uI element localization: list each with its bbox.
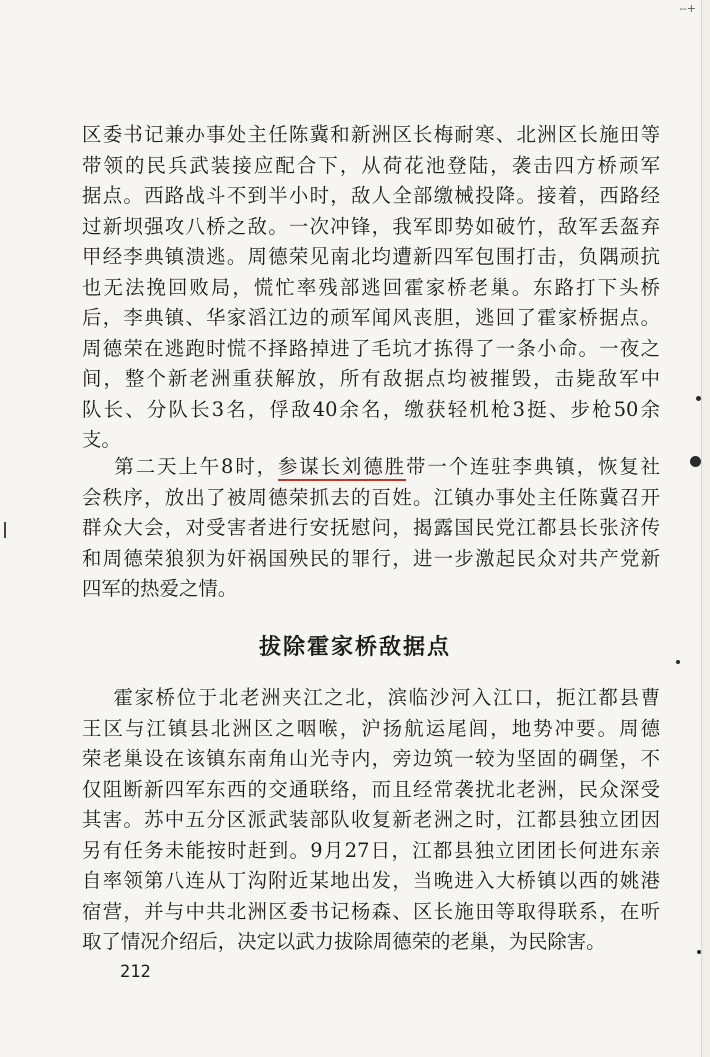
paragraph-2-line: 群众大会，对受害者进行安抚慰问，揭露国民党江都县长张济传 bbox=[82, 516, 660, 539]
underlined-name: 参谋长刘德胜 bbox=[278, 455, 406, 481]
paragraph-2 bbox=[82, 452, 660, 605]
paragraph-2-text: 第二天上午8时， bbox=[82, 455, 278, 478]
scan-speck bbox=[4, 522, 6, 538]
paragraph-1-line: 据点。西路战斗不到半小时，敌人全部缴械投降。接着，西路经 bbox=[82, 184, 660, 207]
paragraph-1-line: 也无法挽回败局，慌忙率残部逃回霍家桥老巢。东路打下头桥 bbox=[82, 275, 660, 299]
paragraph-3-line: 霍家桥位于北老洲夹江之北，滨临沙河入江口，扼江都县曹 bbox=[82, 686, 660, 709]
paragraph-1-line: 甲经李典镇溃逃。周德荣见南北均遭新四军包围打击，负隅顽抗 bbox=[82, 245, 660, 268]
paragraph-1-line: 支。 bbox=[82, 428, 121, 451]
paragraph-3-line: 宿营，并与中共北洲区委书记杨森、区长施田等取得联系，在听 bbox=[82, 899, 660, 923]
paragraph-2-line-first bbox=[82, 452, 660, 483]
paragraph-2-line: 会秩序，放出了被周德荣抓去的百姓。江镇办事处主任陈冀召开 bbox=[82, 485, 660, 509]
scan-edge bbox=[701, 0, 710, 1057]
page-number: 212 bbox=[120, 962, 151, 982]
paragraph-3-line: 取了情况介绍后，决定以武力拔除周德荣的老巢，为民除害。 bbox=[82, 930, 606, 953]
paragraph-2-line: 四军的热爱之情。 bbox=[82, 577, 238, 600]
paragraph-3-line: 其害。苏中五分区派武装部队收复新老洲之时，江都县独立团因 bbox=[82, 808, 660, 831]
paragraph-3-line: 自率领第八连从丁沟附近某地出发，当晚进入大桥镇以西的姚港 bbox=[82, 869, 660, 892]
paragraph-1-line: 带领的民兵武装接应配合下，从荷花池登陆，袭击四方桥顽军 bbox=[82, 153, 660, 177]
paragraph-1-line: 队长、分队长3名，俘敌40余名，缴获轻机枪3挺、步枪50余 bbox=[82, 397, 660, 421]
scan-speck bbox=[690, 456, 701, 467]
paragraph-3-line: 仅阻断新四军东西的交通联络，而且经常袭扰北老洲，民众深受 bbox=[82, 777, 660, 801]
paragraph-3-line: 王区与江镇县北洲区之咽喉，沪扬航运尾闾，地势冲要。周德 bbox=[82, 716, 660, 740]
scan-speck bbox=[696, 396, 701, 401]
paragraph-2-text: 带一个连驻李典镇，恢复社 bbox=[405, 455, 660, 478]
scan-speck bbox=[676, 660, 680, 664]
paragraph-2-line: 和周德荣狼狈为奸祸国殃民的罪行，进一步激起民众对共产党新 bbox=[82, 546, 660, 570]
scan-speck bbox=[697, 950, 701, 954]
paragraph-3-line: 荣老巢设在该镇东南角山光寺内，旁边筑一较为坚固的碉堡，不 bbox=[82, 747, 660, 770]
paragraph-1-line: 区委书记兼办事处主任陈冀和新洲区长梅耐寒、北洲区长施田等 bbox=[82, 123, 660, 146]
paragraph-1-line: 周德荣在逃跑时慌不择路掉进了毛坑才拣得了一条小命。一夜之 bbox=[82, 336, 660, 360]
corner-mark: --+ bbox=[679, 2, 696, 15]
paragraph-3-line: 另有任务未能按时赶到。9月27日，江都县独立团团长何进东亲 bbox=[82, 838, 660, 862]
paragraph-3 bbox=[82, 683, 660, 958]
paragraph-1-line: 间，整个新老洲重获解放，所有敌据点均被摧毁，击毙敌军中 bbox=[82, 367, 660, 390]
paragraph-1-line: 过新坝强攻八桥之敌。一次冲锋，我军即势如破竹，敌军丢盔弃 bbox=[82, 214, 660, 238]
paragraph-1-line: 后，李典镇、华家滔江边的顽军闻风丧胆，逃回了霍家桥据点。 bbox=[82, 306, 660, 329]
paragraph-1 bbox=[82, 120, 660, 456]
section-heading: 拔除霍家桥敌据点 bbox=[258, 634, 451, 660]
